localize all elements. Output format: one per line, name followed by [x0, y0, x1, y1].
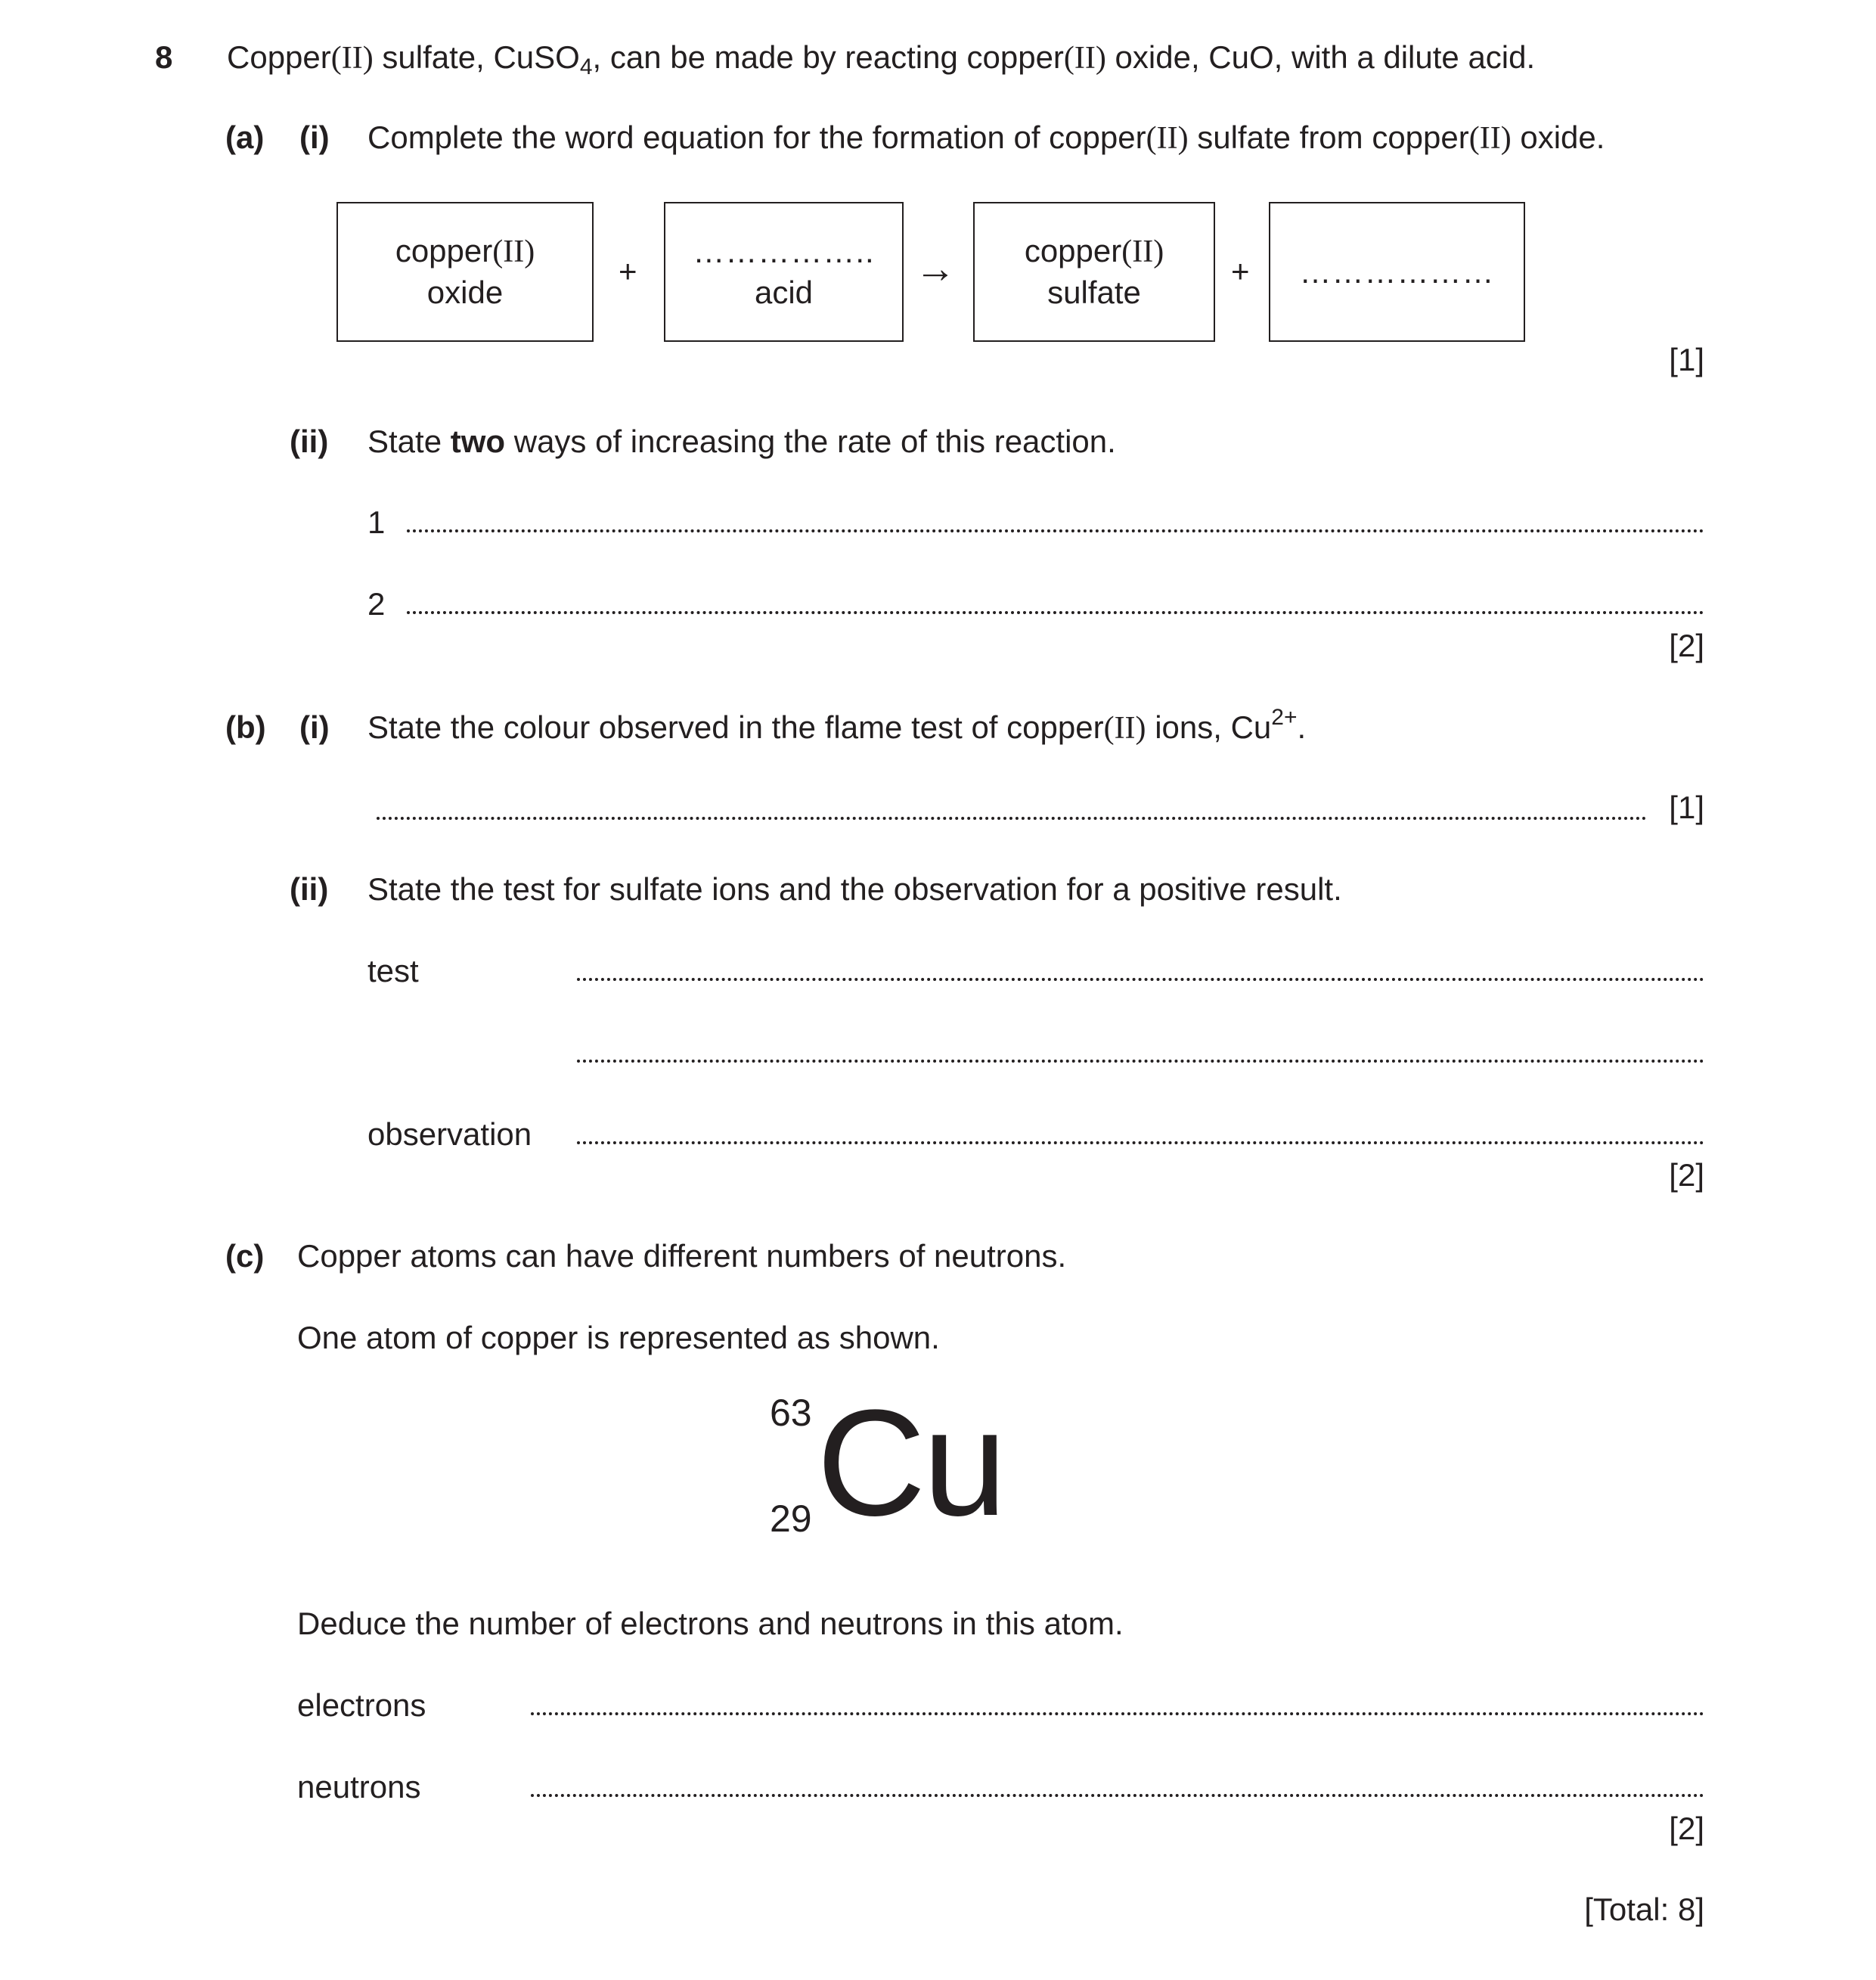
- total-marks: [Total: 8]: [1584, 1892, 1704, 1927]
- electrons-label: electrons: [297, 1687, 426, 1723]
- answer-label: 2: [367, 586, 386, 622]
- plus-sign: +: [1231, 253, 1250, 289]
- part-c-text: One atom of copper is represented as shown.: [297, 1320, 940, 1355]
- part-c-label: (c): [225, 1238, 265, 1274]
- part-b-i-label: (i): [299, 709, 330, 745]
- atomic-number: 29: [770, 1497, 812, 1540]
- observation-label: observation: [367, 1116, 532, 1152]
- answer-line[interactable]: [577, 978, 1704, 981]
- plus-sign: +: [619, 253, 637, 289]
- element-symbol: Cu: [817, 1379, 1004, 1547]
- marks: [2]: [1669, 1811, 1704, 1846]
- answer-line[interactable]: [407, 529, 1704, 532]
- equation-box-product-blank[interactable]: ………………: [1269, 202, 1525, 342]
- test-label: test: [367, 953, 419, 988]
- part-b-ii-label: (ii): [290, 871, 329, 907]
- part-a-i-label: (i): [299, 119, 330, 155]
- answer-line[interactable]: [577, 1060, 1704, 1063]
- equation-box-acid[interactable]: …………….. acid: [664, 202, 904, 342]
- mass-number: 63: [770, 1392, 812, 1434]
- part-a-ii-prompt: State two ways of increasing the rate of this reaction.: [367, 424, 1116, 459]
- marks: [1]: [1669, 790, 1704, 825]
- part-a-ii-label: (ii): [290, 424, 329, 459]
- marks: [2]: [1669, 628, 1704, 663]
- part-b-ii-prompt: State the test for sulfate ions and the observation for a positive result.: [367, 871, 1342, 907]
- part-b-i-prompt: State the colour observed in the flame test of copper(II) ions, $Cu^{2+}$.: [367, 705, 1307, 746]
- part-c-text: Deduce the number of electrons and neutrons in this atom.: [297, 1606, 1124, 1641]
- part-b-label: (b): [225, 709, 266, 745]
- question-stem: Copper(II) sulfate, CuSO$_4$, can be made by reacting copper(II) oxide, CuO, with a dilute acid.: [227, 39, 1536, 79]
- equation-box-copper-oxide: copper(II) oxide: [336, 202, 594, 342]
- equation-box-copper-sulfate: copper(II) sulfate: [973, 202, 1215, 342]
- part-a-label: (a): [225, 119, 265, 155]
- answer-line[interactable]: [377, 817, 1647, 820]
- answer-line[interactable]: [577, 1141, 1704, 1144]
- reaction-arrow: →: [915, 246, 956, 291]
- answer-label: 1: [367, 504, 386, 540]
- answer-line[interactable]: [531, 1712, 1704, 1715]
- part-c-text: Copper atoms can have different numbers of neutrons.: [297, 1238, 1067, 1274]
- part-a-i-prompt: Complete the word equation for the formation of copper(II) sulfate from copper(II) oxide.: [367, 119, 1605, 156]
- marks: [1]: [1669, 342, 1704, 377]
- marks: [2]: [1669, 1157, 1704, 1193]
- question-number: 8: [155, 39, 173, 75]
- answer-line[interactable]: [407, 611, 1704, 614]
- answer-line[interactable]: [531, 1794, 1704, 1797]
- neutrons-label: neutrons: [297, 1769, 421, 1805]
